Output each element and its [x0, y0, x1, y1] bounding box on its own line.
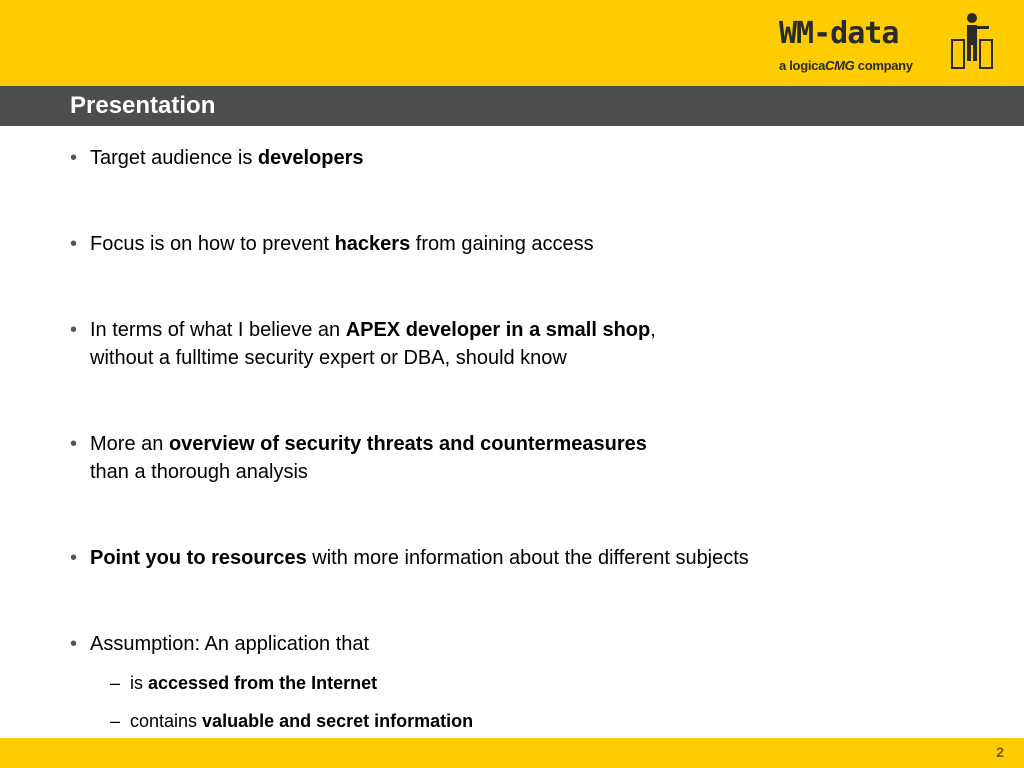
bullet-text: with more information about the different subjects [306, 547, 749, 569]
bullet-dot-icon: • [70, 633, 78, 655]
bullet-text: Assumption: An application that [90, 633, 370, 655]
logo-tagline-a: a [779, 58, 786, 73]
bullet-text: More an [90, 433, 169, 455]
bullet-dot-icon: • [70, 433, 78, 455]
title-bar [0, 86, 1024, 126]
bullet-dot-icon: • [70, 233, 78, 255]
bullet-bold-text: APEX developer in a small shop [345, 319, 651, 341]
sub-bullet-bold-text: valuable and secret information [202, 711, 474, 731]
sub-bullet-item [70, 670, 990, 696]
bullet-text: from gaining access [410, 233, 594, 255]
logo-tagline-logica: logica [789, 58, 826, 73]
bullet-item [70, 230, 990, 258]
bullet-list [70, 140, 990, 734]
bullet-item [70, 544, 990, 572]
header-band [0, 0, 1024, 86]
footer-band [0, 738, 1024, 768]
bullet-text: Focus is on how to prevent [90, 233, 335, 255]
bullet-bold-text: Point you to resources [90, 547, 307, 569]
logo-tagline-cmg: CMG [825, 58, 855, 73]
bullet-text: Target audience is [90, 147, 258, 169]
sub-bullet-item [70, 708, 990, 734]
bullet-text: In terms of what I believe an [90, 319, 346, 341]
bullet-text: than a thorough analysis [90, 461, 308, 483]
bullet-bold-text: hackers [334, 233, 411, 255]
slide-title: Presentation [70, 92, 216, 119]
dash-icon: – [110, 711, 121, 731]
logo-tagline [779, 58, 913, 73]
bullet-dot-icon: • [70, 319, 78, 341]
bullet-dot-icon: • [70, 147, 78, 169]
bullet-bold-text: overview of security threats and countermeasures [168, 433, 647, 455]
sub-bullet-text: contains [130, 711, 203, 731]
bullet-text: without a fulltime security expert or DBA, should know [90, 347, 567, 369]
bullet-bold-text: developers [257, 147, 364, 169]
bullet-item [70, 316, 990, 372]
sub-bullet-bold-text: accessed from the Internet [148, 673, 378, 693]
bullet-item [70, 630, 990, 658]
bullet-dot-icon: • [70, 547, 78, 569]
bullet-text: , [650, 319, 656, 341]
logo-tagline-company: company [857, 58, 913, 73]
sub-bullet-text: is [130, 673, 148, 693]
bullet-item [70, 144, 990, 172]
bullet-item [70, 430, 990, 486]
page-number: 2 [996, 744, 1004, 760]
wm-data-logo [779, 10, 994, 80]
presenter-figure-icon [950, 10, 994, 70]
dash-icon: – [110, 673, 121, 693]
logo-brand: WM-data [779, 16, 899, 51]
